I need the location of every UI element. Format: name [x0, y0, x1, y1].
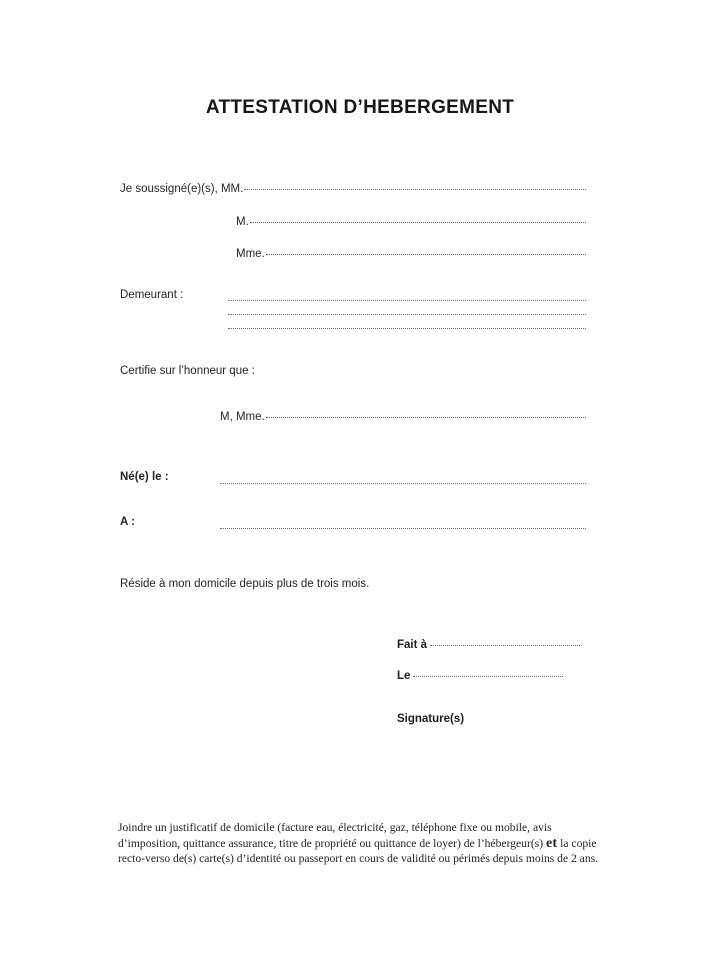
input-line-lieu-naissance[interactable] — [220, 527, 586, 529]
field-row-lieu-naissance — [120, 516, 135, 528]
input-line-fait-a[interactable] — [430, 638, 580, 648]
label-monsieur: M. — [236, 216, 249, 228]
field-row-demeurant — [120, 289, 183, 301]
field-row-soussigne — [120, 182, 586, 195]
label-fait-a: Fait à — [397, 639, 428, 651]
footer-line-1: Joindre un justificatif de domicile (facture eau, électricité, gaz, téléphone fixe ou mobile, avis — [118, 821, 552, 834]
heading-certification: Certifie sur l’honneur que : — [120, 365, 255, 377]
field-row-beneficiaire — [220, 410, 586, 423]
label-demeurant: Demeurant : — [120, 289, 184, 301]
input-line-demeurant-1[interactable] — [228, 299, 586, 301]
input-line-beneficiaire[interactable] — [266, 410, 586, 420]
footer-line-4: depuis moins de 2 ans. — [492, 852, 599, 865]
input-line-demeurant-2[interactable] — [228, 313, 586, 315]
input-line-demeurant-3[interactable] — [228, 327, 586, 329]
field-row-date — [397, 669, 563, 682]
footer-note — [118, 820, 610, 867]
field-row-monsieur — [236, 215, 586, 228]
statement-residence: Réside à mon domicile depuis plus de trois mois. — [120, 578, 370, 590]
label-date: Le — [397, 670, 411, 682]
field-row-fait-a — [397, 638, 580, 651]
field-row-madame — [236, 247, 586, 260]
field-row-date-naissance — [120, 471, 169, 483]
footer-line-2: d’imposition, quittance assurance, titre de propriété ou quittance de loyer) de l’hébergeur(s) — [118, 836, 544, 850]
input-line-soussigne[interactable] — [244, 182, 586, 192]
input-line-date-naissance[interactable] — [220, 482, 586, 484]
label-lieu-naissance: A : — [120, 516, 135, 528]
label-madame: Mme. — [236, 248, 265, 260]
label-soussigne: Je soussigné(e)(s), MM. — [120, 183, 244, 195]
label-beneficiaire: M, Mme. — [220, 411, 265, 423]
footer-conjunction: et — [545, 835, 558, 851]
label-date-naissance: Né(e) le : — [120, 471, 169, 483]
input-line-monsieur[interactable] — [250, 215, 586, 225]
footer-line-3: la copie recto-verso de(s) carte(s) d’identité ou passeport en cours de validité ou périmés — [118, 836, 597, 865]
page-title: ATTESTATION D’HEBERGEMENT — [205, 97, 515, 118]
input-line-madame[interactable] — [266, 247, 586, 257]
input-line-date[interactable] — [413, 669, 563, 679]
label-signature: Signature(s) — [397, 713, 465, 725]
